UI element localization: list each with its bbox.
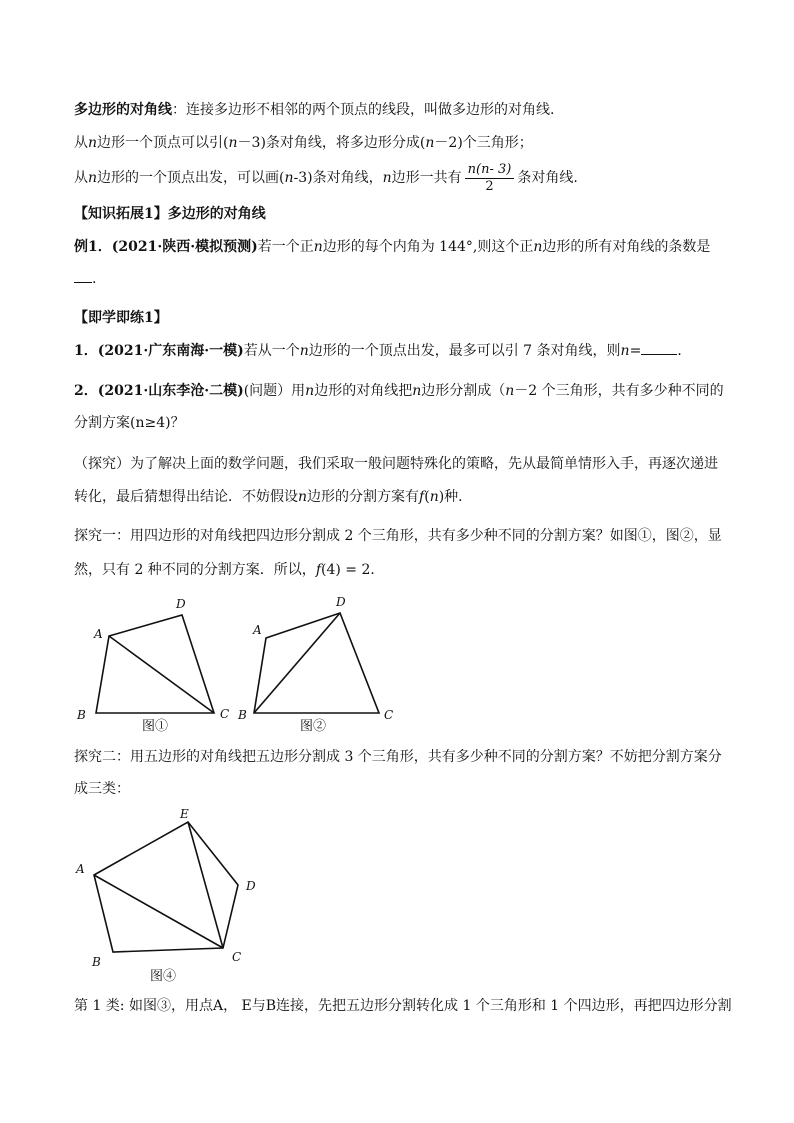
- text-seg: 边形的对角线把: [314, 383, 413, 399]
- label-b-fig2: B: [238, 708, 247, 722]
- text-seg: 然，只有 2 种不同的分割方案．所以，: [74, 562, 316, 578]
- label-a-fig1: A: [94, 627, 103, 641]
- var-n: n: [305, 383, 315, 399]
- text-seg: 边形一个顶点可以引(: [97, 135, 229, 151]
- answer-blank[interactable]: [641, 340, 677, 355]
- text-seg: )种．: [438, 489, 473, 505]
- question-2: [74, 381, 744, 401]
- text-seg: 边形的所有对角线的条数是: [542, 239, 711, 255]
- label-d-fig1: D: [176, 597, 186, 611]
- diagonal-ec: [188, 822, 223, 948]
- explore-intro-1: （探究）为了解决上面的数学问题，我们采取一般问题特殊化的策略，先从最简单情形入手，再逐次递进: [74, 456, 718, 472]
- text-seg: .: [92, 271, 97, 287]
- diagonal-ac: [94, 875, 223, 948]
- class-1-line: 第 1 类: 如图③，用点A， E与B连接，先把五边形分割转化成 1 个三角形和 1 个四边形，再把四边形分割: [74, 998, 732, 1014]
- question-1: [74, 340, 744, 361]
- text-seg: (问题）用: [243, 383, 306, 399]
- var-n: n: [429, 489, 439, 505]
- quad-outline-2: [254, 613, 379, 713]
- var-n: n: [299, 343, 309, 359]
- label-b-fig1: B: [77, 708, 86, 722]
- text-seg: (4) = 2．: [321, 562, 385, 578]
- text-seg: 从: [74, 170, 88, 186]
- text-seg: ．: [677, 343, 692, 359]
- text-seg: 边形分割成（: [421, 383, 506, 399]
- text-seg: 边形的每个内角为 144°,则这个正: [322, 239, 534, 255]
- text-seg: 边形的一个顶点出发，最多可以引 7 条对角线，则: [308, 343, 621, 359]
- quad-outline-1: [96, 615, 214, 713]
- var-f: f: [419, 489, 425, 505]
- label-b: B: [92, 955, 101, 969]
- var-n: n: [533, 239, 543, 255]
- figure-4-pentagon: [70, 800, 290, 990]
- text-seg: (: [424, 489, 430, 505]
- text-seg: 边形的分割方案有: [307, 489, 420, 505]
- text-seg: 边形的一个顶点出发，可以画(: [97, 170, 285, 186]
- explore-2-line1: 探究二：用五边形的对角线把五边形分割成 3 个三角形，共有多少种不同的分割方案？不妨把分割方案分: [74, 749, 722, 765]
- var-n: n: [382, 170, 392, 186]
- label-d: D: [246, 879, 256, 893]
- label-a: A: [76, 862, 85, 876]
- label-c-fig2: C: [384, 708, 394, 722]
- var-n: n: [620, 343, 630, 359]
- caption-fig4: 图④: [150, 969, 177, 984]
- total-diagonals-line: [74, 158, 744, 198]
- explore-intro-2: [74, 487, 744, 507]
- var-n: n: [505, 383, 515, 399]
- text-seg: 转化，最后猜想得出结论．不妨假设: [74, 489, 298, 505]
- text-seg: 条对角线.: [517, 170, 578, 186]
- caption-fig2: 图②: [300, 719, 327, 734]
- var-n: n: [88, 135, 98, 151]
- var-n: n: [88, 170, 98, 186]
- text-seg: -3)条对角线，: [293, 170, 383, 186]
- figure-quadrilaterals: [70, 590, 410, 735]
- caption-fig1: 图①: [142, 719, 169, 734]
- text-seg: －3)条对角线，将多边形分成(: [237, 135, 426, 151]
- example-label: 例1．(2021·陕西·模拟预测): [74, 239, 258, 255]
- question-label: 2．(2021·山东李沧·二模): [74, 383, 244, 399]
- explore-2-line2: 成三类：: [74, 781, 130, 797]
- text-seg: 边形一共有: [391, 170, 462, 186]
- var-n: n: [284, 170, 294, 186]
- definition-term: 多边形的对角线: [74, 102, 172, 118]
- var-n: n: [313, 239, 323, 255]
- text-seg: 从: [74, 135, 88, 151]
- label-c-fig1: C: [220, 707, 230, 721]
- question-label: 1．(2021·广东南海·一模): [74, 343, 244, 359]
- explore-1-line2: [74, 560, 744, 580]
- fraction-denominator: 2: [485, 178, 494, 194]
- definition-text: ：连接多边形不相邻的两个顶点的线段，叫做多边形的对角线.: [172, 102, 555, 118]
- label-e: E: [180, 807, 189, 821]
- label-d-fig2: D: [336, 595, 346, 609]
- var-n: n: [425, 135, 435, 151]
- text-seg: －2 个三角形，共有多少种不同的: [514, 383, 724, 399]
- explore-1-line1: 探究一：用四边形的对角线把四边形分割成 2 个三角形，共有多少种不同的分割方案？如图①，图②，显: [74, 528, 722, 544]
- text-seg: 若一个正: [257, 239, 314, 255]
- text-seg: =: [629, 343, 642, 359]
- label-a-fig2: A: [253, 623, 262, 637]
- diagonal-count-line: [74, 133, 744, 153]
- figure-2: [254, 613, 379, 713]
- example-1-answer: [74, 268, 744, 289]
- question-2-line2: 分割方案(n≥4)？: [74, 415, 185, 431]
- var-n: n: [298, 489, 308, 505]
- answer-blank[interactable]: [74, 268, 92, 283]
- text-seg: －2)个三角形；: [434, 135, 533, 151]
- var-n: n: [412, 383, 422, 399]
- text-seg: 若从一个: [243, 343, 300, 359]
- var-n: n: [228, 135, 238, 151]
- section-heading-practice1: 【即学即练1】: [74, 310, 168, 326]
- label-c: C: [232, 950, 242, 964]
- fraction-numerator: n(n- 3): [465, 162, 515, 179]
- figure-1: [96, 615, 214, 713]
- var-f: f: [315, 562, 321, 578]
- formula-fraction: [465, 162, 515, 195]
- diagonal-ac: [109, 636, 214, 713]
- example-1: [74, 237, 744, 257]
- section-heading-ext1: 【知识拓展1】多边形的对角线: [74, 206, 266, 222]
- definition-line: [74, 100, 744, 120]
